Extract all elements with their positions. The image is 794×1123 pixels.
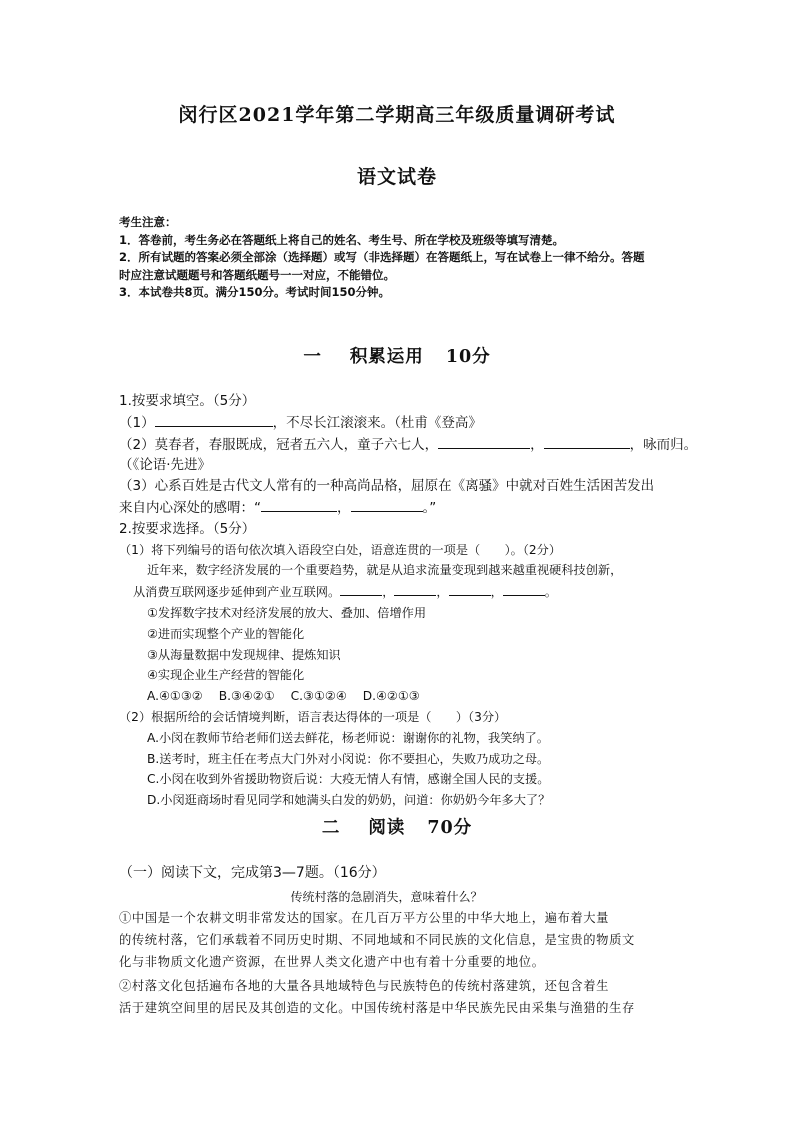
question-2-part-1-stem: （1）将下列编号的语句依次填入语段空白处，语意连贯的一项是（ ）。（2分） bbox=[119, 542, 562, 557]
answer-blank[interactable] bbox=[155, 412, 273, 427]
question-2-part-2-stem: （2）根据所给的会话情境判断，语言表达得体的一项是（ ）（3分） bbox=[119, 709, 507, 724]
option-d[interactable]: D.④②①③ bbox=[362, 689, 420, 704]
paragraph-line: ②村落文化包括遍布各地的大量各具地域特色与民族特色的传统村落建筑，还包含着生 bbox=[119, 979, 610, 993]
section-number: 二 bbox=[321, 818, 341, 838]
answer-blank[interactable] bbox=[449, 581, 491, 596]
option-a[interactable]: A.④①③② bbox=[147, 689, 203, 704]
option-b[interactable]: B.③④②① bbox=[218, 689, 275, 704]
notice-line: 时应注意试题题号和答题纸题号一一对应，不能错位。 bbox=[119, 267, 395, 282]
section-number: 一 bbox=[303, 347, 322, 367]
question-1-part-1: （1） ，不尽长江滚滚来。（杜甫《登高》 bbox=[119, 412, 694, 434]
reading-section bbox=[119, 862, 694, 1019]
question-1-part-3-line2: 来自内心深处的感喟：“ ， 。” bbox=[119, 497, 694, 519]
question-1-part-3: （3）心系百姓是古代文人常有的一种高尚品格，屈原在《离骚》中就对百姓生活困苦发出 bbox=[119, 478, 655, 495]
answer-blank[interactable] bbox=[340, 581, 382, 596]
answer-options bbox=[119, 686, 694, 707]
option-a[interactable]: A.小闵在教师节给老师们送去鲜花，杨老师说：谢谢你的礼物，我笑纳了。 bbox=[147, 730, 549, 745]
option-c[interactable]: C.小闵在收到外省援助物资后说：大疫无情人有情，感谢全国人民的支援。 bbox=[147, 772, 550, 787]
paragraph-line: 的传统村落，它们承载着不同历史时期、不同地域和不同民族的文化信息，是宝贵的物质文 bbox=[119, 933, 635, 947]
notice-line: 1．答卷前，考生务必在答题纸上将自己的姓名、考生号、所在学校及班级等填写清楚。 bbox=[119, 232, 564, 247]
question-stem: 1.按要求填空。（5分） bbox=[119, 393, 256, 409]
article-paragraph-2 bbox=[119, 975, 694, 1019]
article-paragraph-1 bbox=[119, 907, 694, 973]
notice-line: 2．所有试题的答案必须全部涂（选择题）或写（非选择题）在答题纸上，写在试卷上一律不给分。答题 bbox=[119, 250, 645, 264]
section-two-heading bbox=[0, 814, 794, 839]
paragraph-line: 活于建筑空间里的居民及其创造的文化。中国传统村落是中华民族先民由采集与渔猎的生存 bbox=[119, 1001, 635, 1015]
notice-heading: 考生注意： bbox=[119, 215, 177, 229]
option-b[interactable]: B.送考时，班主任在考点大门外对小闵说：你不要担心，失败乃成功之母。 bbox=[147, 751, 550, 766]
passage-line: 从消费互联网逐步延伸到产业互联网。 ， ， ， 。 bbox=[119, 581, 694, 603]
answer-blank[interactable] bbox=[394, 581, 436, 596]
paragraph-line: ①中国是一个农耕文明非常发达的国家。在几百万平方公里的中华大地上，遍布着大量 bbox=[119, 911, 610, 925]
answer-blank[interactable] bbox=[438, 434, 530, 449]
candidate-notice bbox=[119, 214, 679, 302]
section-one-heading bbox=[0, 343, 794, 368]
choice-item: ④实现企业生产经营的智能化 bbox=[147, 668, 305, 683]
question-1-part-2-source: （《论语·先进》 bbox=[119, 457, 212, 474]
answer-blank[interactable] bbox=[351, 497, 423, 512]
answer-blank[interactable] bbox=[503, 581, 545, 596]
choice-item: ②进而实现整个产业的智能化 bbox=[147, 626, 305, 641]
choice-item: ③从海量数据中发现规律、提炼知识 bbox=[147, 647, 341, 662]
exam-title: 闵行区2021学年第二学期高三年级质量调研考试 bbox=[178, 104, 616, 126]
option-d[interactable]: D.小闵逛商场时看见同学和她满头白发的奶奶，问道：你奶奶今年多大了？ bbox=[147, 793, 551, 808]
passage-line: 近年来，数字经济发展的一个重要趋势，就是从追求流量变现到越来越重视硬科技创新， bbox=[147, 563, 623, 578]
article-title: 传统村落的急剧消失，意味着什么？ bbox=[290, 890, 483, 904]
answer-blank[interactable] bbox=[544, 434, 630, 449]
section-points: 10分 bbox=[445, 347, 491, 367]
section-points: 70分 bbox=[427, 818, 473, 838]
choice-item: ①发挥数字技术对经济发展的放大、叠加、倍增作用 bbox=[147, 605, 427, 620]
section-name: 积累运用 bbox=[349, 347, 424, 367]
paragraph-line: 化与非物质文化遗产资源，在世界人类文化遗产中也有着十分重要的地位。 bbox=[119, 955, 545, 969]
section-name: 阅读 bbox=[368, 818, 406, 838]
notice-line: 3．本试卷共8页。满分150分。考试时间150分钟。 bbox=[119, 285, 391, 299]
paper-subtitle: 语文试卷 bbox=[356, 166, 437, 188]
question-1 bbox=[119, 391, 698, 811]
answer-blank[interactable] bbox=[261, 497, 337, 512]
reading-instruction: （一）阅读下文，完成第3—7题。（16分） bbox=[119, 865, 386, 881]
question-1-part-2: （2）莫春者，春服既成，冠者五六人，童子六七人， ， ，咏而归。 bbox=[119, 434, 694, 456]
question-stem: 2.按要求选择。（5分） bbox=[119, 520, 256, 537]
option-c[interactable]: C.③①②④ bbox=[290, 689, 347, 704]
